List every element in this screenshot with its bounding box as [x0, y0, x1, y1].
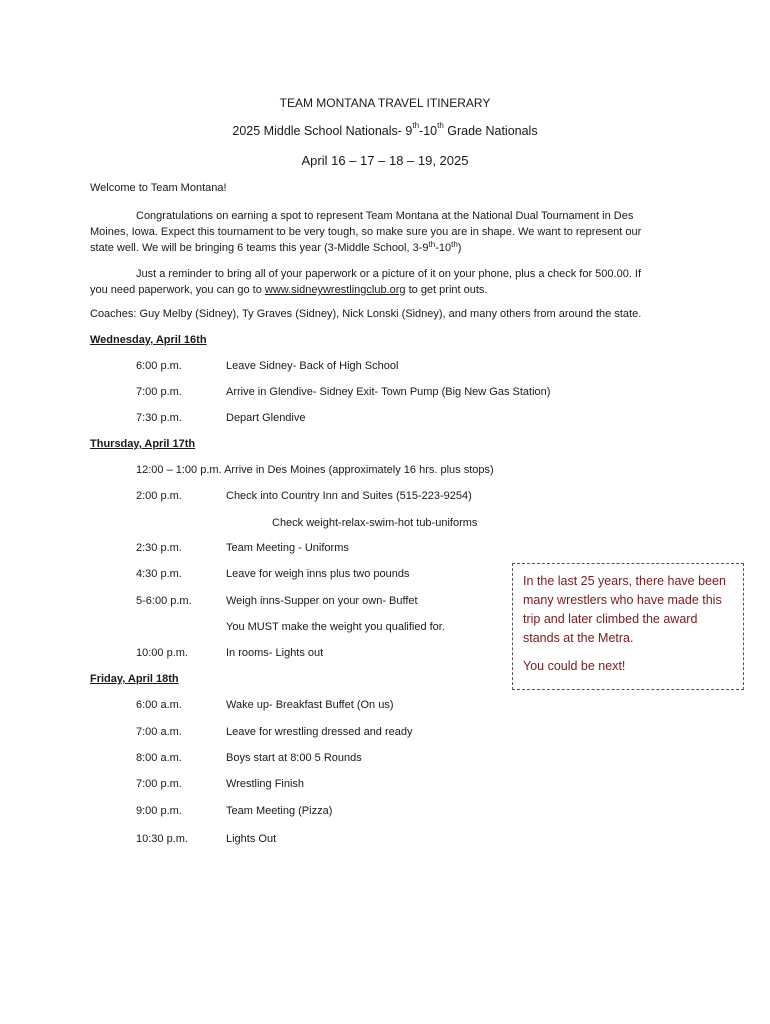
schedule-event: Depart Glendive [226, 412, 306, 424]
schedule-time: 9:00 p.m. [136, 805, 182, 817]
welcome-line: Welcome to Team Montana! [90, 182, 227, 194]
schedule-event: Weigh inns-Supper on your own- Buffet [226, 595, 418, 607]
schedule-event: Wrestling Finish [226, 778, 305, 790]
schedule-event: Arrive in Glendive- Sidney Exit- Town Pump (Big New Gas Station) [226, 386, 551, 398]
schedule-event: Lights Out [226, 833, 277, 845]
schedule-event: You MUST make the weight you qualified for. [226, 621, 445, 633]
para1-line: Congratulations on earning a spot to represent Team Montana at the National Dual Tournament in Des [136, 210, 634, 222]
schedule-event: Boys start at 8:00 5 Rounds [226, 752, 362, 764]
document-title: TEAM MONTANA TRAVEL ITINERARY [279, 96, 491, 110]
callout-text: In the last 25 years, there have been many wrestlers who have made this trip and later climbed the award stands at the Metra. [523, 574, 726, 645]
schedule-event: Leave for weigh inns plus two pounds [226, 568, 410, 580]
coaches-line: Coaches: Guy Melby (Sidney), Ty Graves (Sidney), Nick Lonski (Sidney), and many others from around the state. [90, 308, 642, 320]
intro-paragraph-1 [90, 208, 680, 256]
schedule-time: 10:30 p.m. [136, 833, 188, 845]
schedule-event: Leave for wrestling dressed and ready [226, 726, 413, 738]
para1-line: Moines, Iowa. Expect this tournament to be very tough, so make sure you are in shape. We want to represent our [90, 226, 642, 238]
day-heading-wednesday: Wednesday, April 16th [90, 334, 207, 346]
schedule-time: 10:00 p.m. [136, 647, 188, 659]
schedule-time: 4:30 p.m. [136, 568, 182, 580]
schedule-event: Team Meeting - Uniforms [226, 542, 349, 554]
schedule-event: In rooms- Lights out [226, 647, 324, 659]
schedule-event: Check weight-relax-swim-hot tub-uniforms [272, 517, 478, 529]
schedule-time: 7:30 p.m. [136, 412, 182, 424]
schedule-time: 5-6:00 p.m. [136, 595, 192, 607]
schedule-time: 6:00 a.m. [136, 699, 182, 711]
schedule-time: 2:30 p.m. [136, 542, 182, 554]
schedule-event: Leave Sidney- Back of High School [226, 360, 399, 372]
callout-next: You could be next! [523, 659, 626, 673]
para2-line: you need paperwork, you can go to www.sidneywrestlingclub.org to get print outs. [90, 284, 488, 296]
day-heading-friday: Friday, April 18th [90, 673, 179, 685]
schedule-arrival: 12:00 – 1:00 p.m. Arrive in Des Moines (approximately 16 hrs. plus stops) [136, 464, 494, 476]
day-heading-thursday: Thursday, April 17th [90, 438, 196, 450]
para1-line: state well. We will be bringing 6 teams this year (3-Middle School, 3-9th-10th) [90, 240, 462, 254]
schedule-time: 8:00 a.m. [136, 752, 182, 764]
schedule-time: 7:00 p.m. [136, 778, 182, 790]
schedule-time: 2:00 p.m. [136, 490, 182, 502]
callout-box [512, 563, 744, 690]
schedule-event: Team Meeting (Pizza) [226, 805, 333, 817]
intro-paragraph-2 [90, 266, 680, 298]
document-dates: April 16 – 17 – 18 – 19, 2025 [301, 153, 469, 168]
club-website-link[interactable]: www.sidneywrestlingclub.org [264, 284, 406, 296]
document-subtitle: 2025 Middle School Nationals- 9th-10th Grade Nationals [232, 121, 538, 138]
para2-line: Just a reminder to bring all of your paperwork or a picture of it on your phone, plus a check for 500.00. If [136, 268, 642, 280]
schedule-time: 7:00 a.m. [136, 726, 182, 738]
schedule-time: 7:00 p.m. [136, 386, 182, 398]
schedule-event: Check into Country Inn and Suites (515-223-9254) [226, 490, 472, 502]
schedule-event: Wake up- Breakfast Buffet (On us) [226, 699, 394, 711]
schedule-time: 6:00 p.m. [136, 360, 182, 372]
